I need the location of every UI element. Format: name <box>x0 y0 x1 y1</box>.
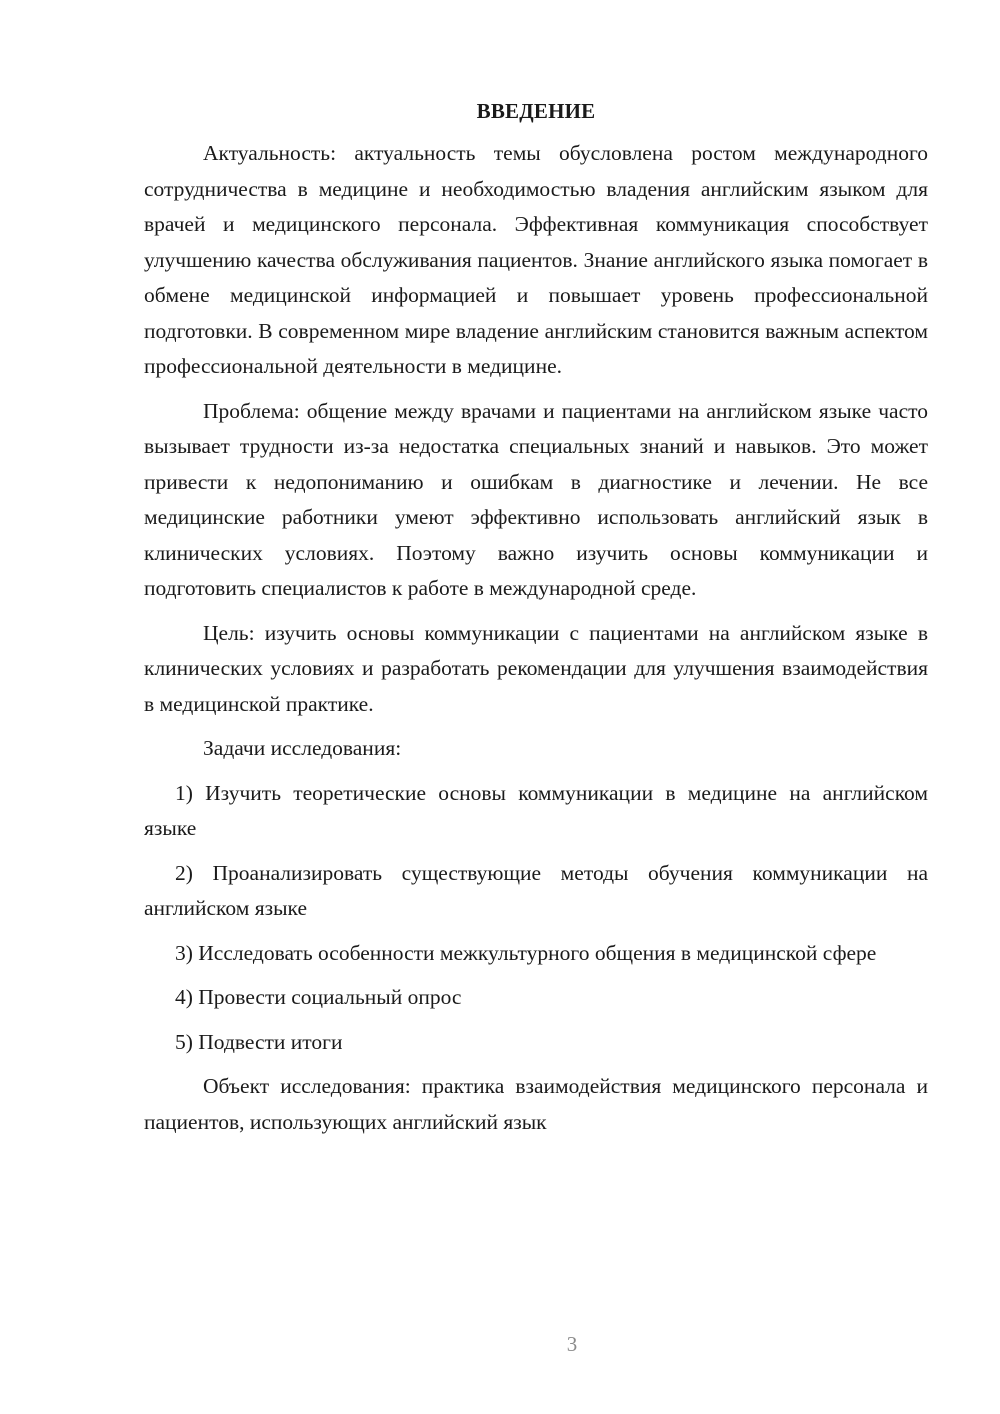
paragraph-relevance: Актуальность: актуальность темы обусловлена ростом международного сотрудничества в медицине и необходимостью владения английским языком для врачей и медицинского персонала. Эффективная коммуникация способствует улучшению качества обслуживания пациентов. Знание английского языка помогает в обмене медицинской информацией и повышает уровень профессиональной подготовки. В современном мире владение английским становится важным аспектом профессиональной деятельности в медицине. <box>144 141 928 378</box>
page-title: ВВЕДЕНИЕ <box>476 99 596 123</box>
list-item: 4) Провести социальный опрос <box>175 985 462 1009</box>
paragraph-object: Объект исследования: практика взаимодействия медицинского персонала и пациентов, использующих английский язык <box>144 1074 928 1134</box>
page-content <box>144 94 928 1149</box>
list-item: 3) Исследовать особенности межкультурного общения в медицинской сфере <box>175 940 877 965</box>
paragraph-goal: Цель: изучить основы коммуникации с пациентами на английском языке в клинических условиях и разработать рекомендации для улучшения взаимодействия в медицинской практике. <box>144 620 928 716</box>
list-item: 2) Проанализировать существующие методы обучения коммуникации на английском языке <box>144 860 928 920</box>
tasks-heading: Задачи исследования: <box>203 736 402 760</box>
tasks-list <box>144 776 928 1061</box>
list-item: 5) Подвести итоги <box>175 1029 343 1054</box>
paragraph-problem: Проблема: общение между врачами и пациентами на английском языке часто вызывает трудности из-за недостатка специальных знаний и навыков. Это может привести к недопониманию и ошибкам в диагностике и лечении. Не все медицинские работники умеют эффективно использовать английский язык в клинических условиях. Поэтому важно изучить основы коммуникации и подготовить специалистов к работе в международной среде. <box>144 398 928 600</box>
page-number: 3 <box>566 1332 578 1356</box>
list-item: 1) Изучить теоретические основы коммуникации в медицине на английском языке <box>144 780 928 840</box>
